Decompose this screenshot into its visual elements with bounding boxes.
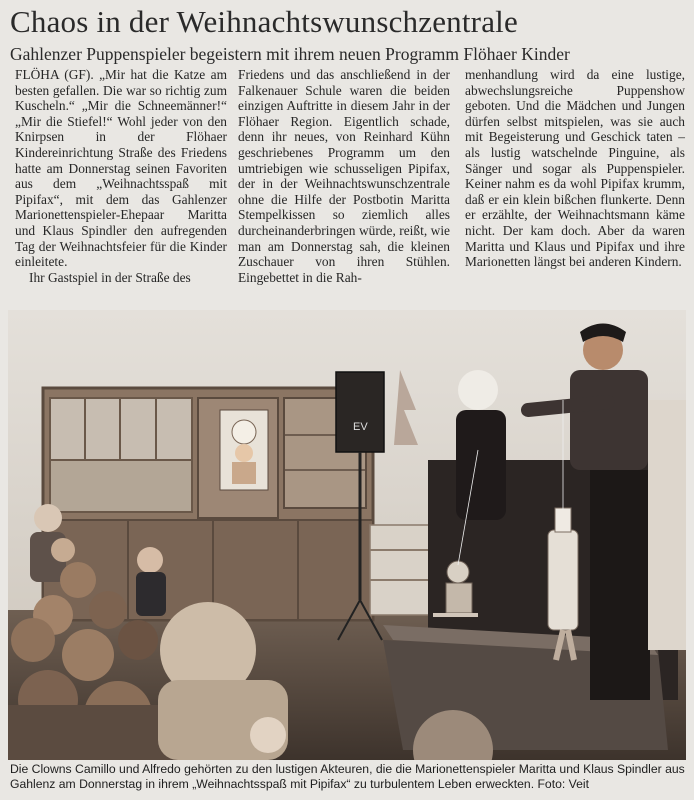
man-puppeteer xyxy=(570,370,648,470)
column-3-paragraph-1: menhandlung wird da eine lustige, abwechslungsreiche Puppenshow geboten. Und die Mädchen und Jungen dürfen selbst mitspielen, was sie auch mit Begeisterung und Geschick taten – als lustig watschelnde Pinguine, als Sänger und sogar als Puppenspieler. Keiner nahm es da wohl Pipifax krumm, daß er ein klein bißchen flunkerte. Denn er erzählte, der Weihnachtsmann käme nicht. Der kam doch. Aber da waren Maritta und Klaus und Pipifax und ihre Marionetten längst bei anderen Kindern. xyxy=(465,67,685,270)
column-1-paragraph-1: FLÖHA (GF). „Mir hat die Katze am besten gefallen. Die war so richtig zum Kuscheln.“ „Mir die Schneemänner!“ „Mir die Stiefel!“ Wohl jeder von den Knirpsen in der Flöhaer Kindereinrichtung Straße des Friedens hatte am Donnerstag seinen Favoriten aus dem „Weihnachtsspaß mit Pipifax“, mit dem das Gahlenzer Marionettenspieler-Ehepaar Maritta und Klaus Spindler den aufregenden Tag der Weihnachtsfeier für die Kinder einleitete. xyxy=(15,67,227,270)
article-headline: Chaos in der Weihnachtswunschzentrale xyxy=(10,4,518,39)
photo-caption: Die Clowns Camillo und Alfredo gehörten zu den lustigen Akteuren, die die Marionettenspieler Maritta und Klaus Spindler aus Gahlenz am Donnerstag in ihrem „Weihnachtsspaß mit Pipifax“ zu turbulentem Leben erweckten. Foto: Veit xyxy=(10,762,685,791)
article-column-3 xyxy=(465,67,685,270)
puppet-show-photo xyxy=(8,310,686,760)
column-1-paragraph-2: Ihr Gastspiel in der Straße des xyxy=(29,269,191,285)
clown-marionette-right xyxy=(548,530,578,630)
article-subheadline: Gahlenzer Puppenspieler begeistern mit ihrem neuen Programm Flöhaer Kinder xyxy=(10,44,570,64)
loudspeaker xyxy=(336,372,384,452)
article-column-1 xyxy=(15,67,227,285)
article-column-2 xyxy=(238,67,450,285)
speaker-label: EV xyxy=(353,421,368,433)
column-2-paragraph-1: Friedens und das anschließend in der Falkenauer Schule waren die beiden einzigen Auftritte in diesem Jahr in der Flöhaer Region. Eigentlich schade, denn ihr neues, von Reinhard Kühn geschriebenes Programm um den umtriebigen wie schusseligen Pipifax, der in der Weihnachtswunschzentrale ohne die Hilfe der Postbotin Maritta Stempelkissen so ziemlich alles durcheinanderbringen würde, reißt, wie man am Donnerstag sah, die kleinen Zuschauer von ihren Stühlen. Eingebettet in die Rah- xyxy=(238,67,450,285)
article-photo xyxy=(8,310,686,760)
woman-puppeteer-head xyxy=(458,370,498,410)
woman-puppeteer xyxy=(456,410,506,520)
